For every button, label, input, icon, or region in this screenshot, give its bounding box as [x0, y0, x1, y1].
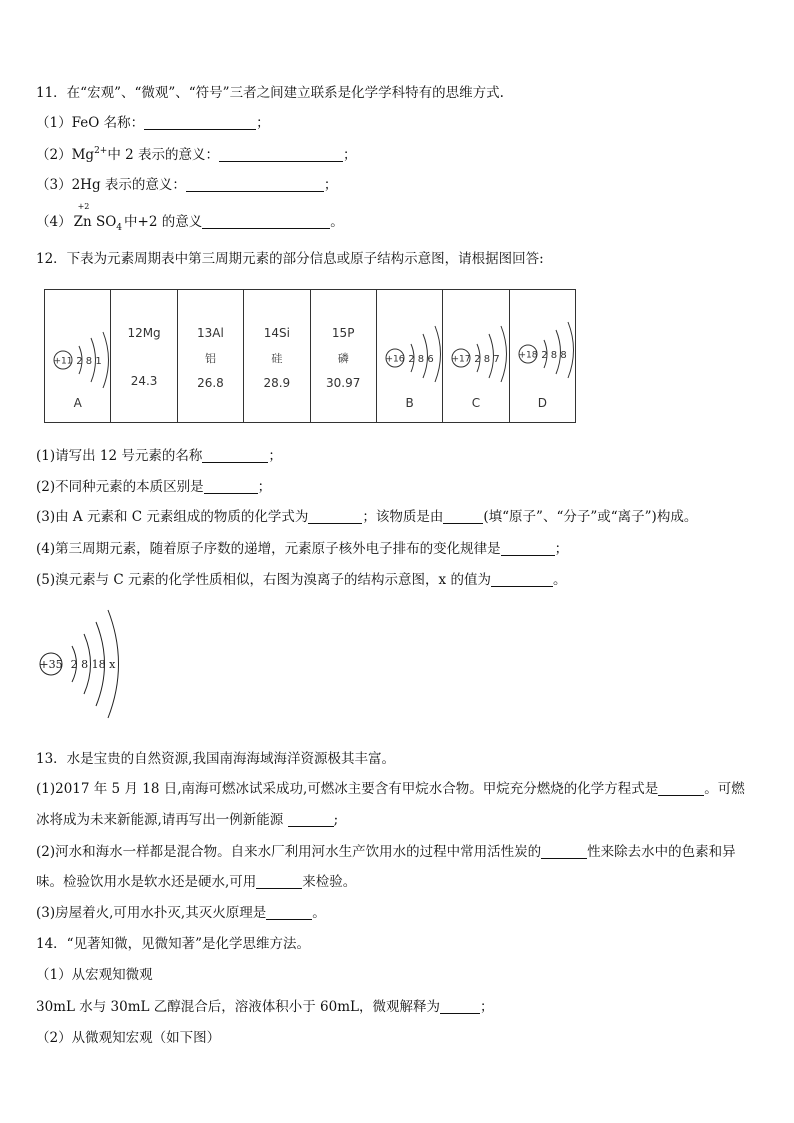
q13-sub1b-end: ; — [333, 812, 339, 828]
answer-blank-q13-1b[interactable] — [288, 812, 334, 827]
q12-sub1 — [36, 447, 282, 465]
q14-part1-text: 30mL 水与 30mL 乙醇混合后，溶液体积小于 60mL，微观解释为 — [36, 999, 440, 1015]
q12-sub3-mid: ；该物质是由 — [362, 509, 444, 525]
mass-p: 30.97 — [326, 376, 361, 390]
element-cell-p — [310, 290, 376, 423]
answer-blank-q12-2[interactable] — [204, 479, 258, 494]
label-b: B — [405, 396, 414, 410]
symbol-p: 15P — [331, 326, 355, 340]
element-cell-al — [177, 290, 243, 423]
name-al: 铝 — [204, 352, 216, 365]
answer-blank-q12-3b[interactable] — [443, 509, 483, 524]
q12-sub5 — [36, 571, 566, 589]
q12-sub4-text: (4)第三周期元素，随着原子序数的递增，元素原子核外电子排布的变化规律是 — [36, 541, 501, 557]
q14-part1-end: ； — [480, 999, 494, 1015]
q13-sub3 — [36, 904, 326, 922]
nucleus-c: +17 — [451, 354, 471, 365]
q11-part2-mid: 中 2 表示的意义： — [107, 147, 220, 163]
symbol-si: 14Si — [263, 326, 290, 340]
so4-subscript: 4 — [116, 223, 123, 233]
q12-sub5-end: 。 — [552, 572, 567, 588]
q12-sub2 — [36, 478, 271, 496]
answer-blank-q13-3[interactable] — [266, 905, 312, 920]
bromine-electrons: 2 8 18 x — [70, 658, 116, 671]
answer-blank-q13-2b[interactable] — [256, 874, 302, 889]
symbol-mg: 12Mg — [127, 326, 161, 340]
q13-stem: 13．水是宝贵的自然资源,我国南海海域海洋资源极其丰富。 — [36, 751, 395, 767]
oxidation-state: +2 — [77, 202, 90, 211]
mass-si: 28.9 — [263, 376, 291, 390]
q11-part3-text: （3）2Hg 表示的意义： — [36, 177, 186, 193]
q12-sub4-end: ； — [554, 541, 569, 557]
q11-part2-text: （2）Mg — [36, 147, 95, 163]
answer-blank-q12-5[interactable] — [491, 572, 553, 587]
name-p: 磷 — [337, 352, 349, 365]
atom-diagram-b — [377, 290, 443, 390]
q11-stem: 11．在“宏观”、“微观”、“符号”三者之间建立联系是化学学科特有的思维方式. — [36, 85, 504, 101]
q13-sub3-end: 。 — [312, 905, 326, 921]
q12-sub3 — [36, 508, 697, 526]
q13-sub2b-end: 来检验。 — [302, 874, 357, 890]
atom-diagram-a — [45, 290, 111, 390]
q14-stem: 14．“见著知微，见微知著”是化学思维方法。 — [36, 936, 310, 952]
q13-sub2-tail: 性来除去水中的色素和异 — [587, 844, 736, 860]
atom-diagram-c — [443, 290, 509, 390]
q13-sub2-text: (2)河水和海水一样都是混合物。自来水厂利用河水生产饮用水的过程中常用活性炭的 — [36, 844, 542, 860]
electrons-a: 2 8 1 — [76, 356, 102, 367]
answer-blank-q11-3[interactable] — [186, 177, 324, 192]
atom-diagram-d — [510, 290, 576, 390]
q13-sub3-text: (3)房屋着火,可用水扑灭,其灭火原理是 — [36, 905, 267, 921]
q11-part3 — [36, 176, 337, 194]
q12-sub1-text: (1)请写出 12 号元素的名称 — [36, 448, 203, 464]
q11-part2 — [36, 146, 357, 164]
q13-sub1-line2 — [36, 811, 338, 829]
q13-sub2-line1 — [36, 843, 736, 861]
q13-sub1-text: (1)2017 年 5 月 18 日,南海可燃冰试采成功,可燃冰主要含有甲烷水合物。甲烷充分燃烧的化学方程式是 — [36, 781, 659, 797]
q11-part4-end: 。 — [330, 214, 344, 230]
answer-blank-q11-2[interactable] — [219, 147, 343, 162]
q12-sub4 — [36, 540, 568, 558]
q12-sub1-end: ； — [268, 448, 282, 464]
answer-blank-q13-2a[interactable] — [541, 844, 587, 859]
answer-blank-q12-4[interactable] — [501, 541, 555, 556]
electrons-b: 2 8 6 — [408, 354, 434, 365]
bromine-nucleus: +35 — [39, 658, 63, 671]
answer-blank-q12-3a[interactable] — [308, 509, 362, 524]
mass-al: 26.8 — [197, 376, 224, 390]
q11-part4 — [36, 202, 344, 237]
name-si: 硅 — [271, 352, 283, 365]
q12-sub2-text: (2)不同种元素的本质区别是 — [36, 479, 204, 495]
answer-blank-q11-1[interactable] — [144, 115, 256, 130]
q14-part1: （1）从宏观知微观 — [36, 967, 153, 983]
nucleus-b: +16 — [385, 354, 405, 365]
nucleus-a: +11 — [53, 356, 73, 367]
q12-sub2-end: ； — [257, 479, 272, 495]
mass-mg: 24.3 — [130, 374, 158, 388]
q13-sub2b-text: 味。检验饮用水是软水还是硬水,可用 — [36, 874, 257, 890]
q12-sub5-text: (5)溴元素与 C 元素的化学性质相似，右图为溴离子的结构示意图，x 的值为 — [36, 572, 491, 588]
q12-stem: 12．下表为元素周期表中第三周期元素的部分信息或原子结构示意图，请根据图回答: — [36, 251, 544, 267]
q11-part4-mid: 中+2 的意义 — [124, 214, 203, 230]
q12-sub3-text: (3)由 A 元素和 C 元素组成的物质的化学式为 — [36, 509, 309, 525]
q13-sub2-line2 — [36, 873, 356, 891]
q11-part4-text: （4） — [36, 214, 72, 230]
q13-sub1-line1 — [36, 780, 745, 798]
q14-part1-line — [36, 998, 494, 1016]
q11-part2-end: ； — [343, 147, 357, 163]
atom-cell-b — [376, 290, 442, 423]
answer-blank-q11-4[interactable] — [202, 214, 330, 229]
electrons-c: 2 8 7 — [474, 354, 500, 365]
q13-sub1-tail: 。可燃 — [704, 781, 745, 797]
element-cell-mg — [111, 290, 177, 423]
label-d: D — [537, 396, 547, 410]
q14-part2: （2）从微观知宏观（如下图） — [36, 1030, 221, 1046]
answer-blank-q13-1a[interactable] — [658, 781, 704, 796]
bromine-ion-diagram — [36, 606, 136, 728]
mg-charge: 2+ — [94, 146, 108, 156]
atom-cell-c — [443, 290, 509, 423]
nucleus-d: +18 — [518, 350, 538, 361]
atom-cell-d — [509, 290, 575, 423]
answer-blank-q14-1[interactable] — [440, 999, 480, 1014]
q12-sub3-end: (填“原子”、“分子”或“离子”)构成。 — [483, 509, 698, 525]
q13-sub1b-text: 冰将成为未来新能源,请再写出一例新能源 — [36, 812, 288, 828]
element-cell-si — [244, 290, 310, 423]
periodic-table-period3 — [44, 289, 576, 423]
q11-part3-end: ； — [323, 177, 338, 193]
so-symbol: SO — [95, 214, 117, 230]
q11-part1-text: （1）FeO 名称： — [36, 115, 145, 131]
label-c: C — [471, 396, 481, 410]
atom-cell-a — [45, 290, 111, 423]
symbol-al: 13Al — [197, 326, 224, 340]
electrons-d: 2 8 8 — [540, 350, 567, 361]
q11-part1-end: ； — [256, 115, 270, 131]
answer-blank-q12-1[interactable] — [202, 448, 268, 463]
zn-symbol: Zn — [73, 214, 92, 230]
znso4-formula — [73, 202, 123, 237]
q11-part1 — [36, 114, 270, 132]
label-a: A — [73, 396, 82, 410]
